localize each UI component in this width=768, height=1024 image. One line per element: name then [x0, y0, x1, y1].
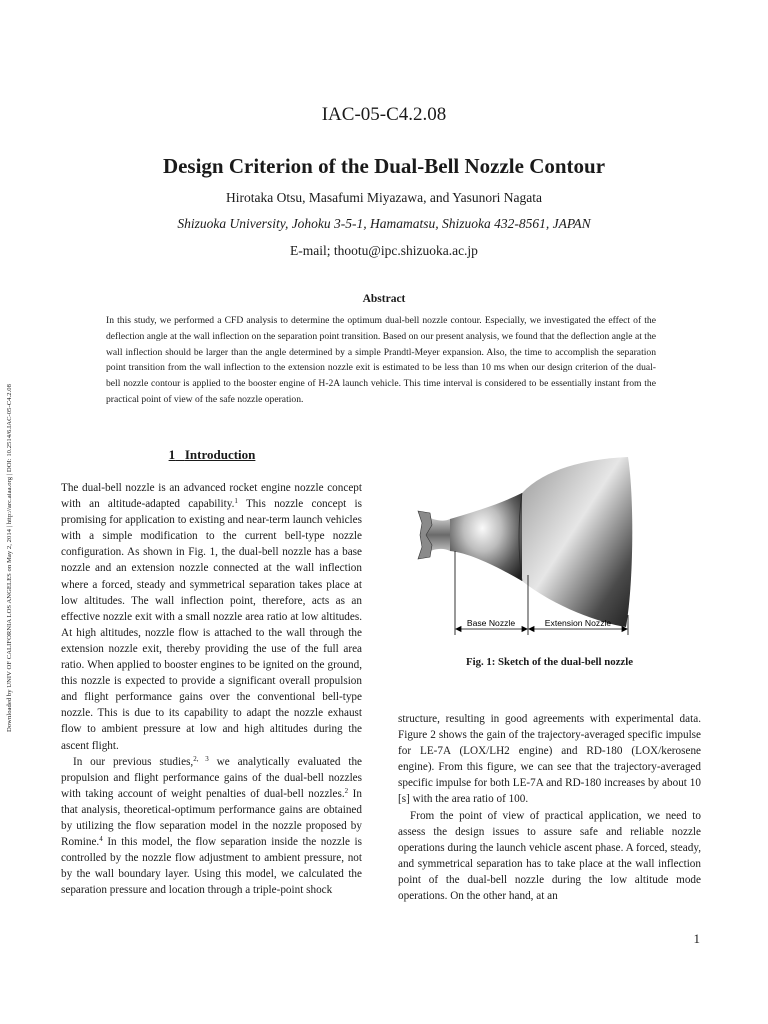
text-span: The dual-bell nozzle is an advanced rocket engine nozzle concept with an altitude-adapted capability.	[61, 482, 362, 511]
affiliation: Shizuoka University, Johoku 3-5-1, Hamamatsu, Shizuoka 432-8561, JAPAN	[177, 216, 591, 231]
abstract-text: In this study, we performed a CFD analysis to determine the optimum dual-bell nozzle contour. Especially, we investigated the effect of the deflection angle at the wall inflection on the separation point transition. Based on our present analysis, we found that the deflection angle at the wall inflection should be larger than the angle determined by a simple Prandtl-Meyer expansion. Also, the time to accomplish the separation point transition from the wall inflection to the extension nozzle exit is estimated to be less than 10 ms when our design criterion of the dual-bell nozzle contour is applied to the booster engine of H-2A launch vehicle. This time interval is considered to be essentially instant from the practical point of view of the safe nozzle operation.	[106, 315, 656, 405]
author-list: Hirotaka Otsu, Masafumi Miyazawa, and Yasunori Nagata	[225, 190, 543, 205]
right-column	[398, 711, 701, 904]
section-heading-underline	[169, 447, 256, 462]
text-span: In that analysis, theoretical-optimum performance gains are obtained by utilizing the flow separation model in the nozzle proposed by Romine.	[61, 787, 362, 849]
citation-ref: 1	[234, 497, 238, 506]
intro-paragraph-1	[61, 480, 362, 754]
text-span: we analytically evaluated the propulsion and flight performance gains of the dual-bell nozzles with taking account of weight penalties of dual-bell nozzles.	[61, 755, 362, 800]
citation-ref: 4	[99, 835, 103, 844]
download-note: Downloaded by UNIV OF CALIFORNIA LOS ANGELES on May 2, 2014 | http://arc.aiaa.org | DOI: 10.2514/6.IAC-05-C4.2.08	[6, 384, 13, 732]
citation-ref: 2	[344, 786, 349, 795]
citation-ref: 2, 3	[193, 754, 209, 763]
nozzle-illustration	[418, 457, 632, 627]
contact-email: E-mail; thootu@ipc.shizuoka.ac.jp	[290, 243, 478, 258]
intro-paragraph-2	[61, 754, 362, 899]
text-span: In our previous studies,	[73, 755, 194, 768]
figure-caption: Fig. 1: Sketch of the dual-bell nozzle	[465, 656, 634, 668]
extension-bell	[522, 457, 632, 627]
base-bell	[450, 493, 522, 581]
text-span: This nozzle concept is promising for application to existing and near-term launch vehicles with a simple modification to the current bell-type nozzle configuration. As shown in Fig. 1, the dual-bell nozzle has a base nozzle and an extension nozzle connected at the wall inflection where a forced, steady and symmetrical separation takes place at low altitudes. The wall inflection point, therefore, acts as an effective nozzle exit with a small nozzle area ratio at low altitudes. At high altitudes, nozzle flow is attached to the wall through the extension nozzle exit, thereby providing the use of the full area ratio. When applied to booster engines to be ignited on the ground, this nozzle is expected to provide a significant overall propulsion and flight performance gains over the conventional bell-type nozzle. This is due to its capability to adapt the nozzle exhaust flow to ambient pressure at low and high altitudes during the ascent flight.	[61, 498, 362, 752]
body-paragraph-1: structure, resulting in good agreements with experimental data. Figure 2 shows the gain of the trajectory-averaged specific impulse for LE-7A (LOX/LH2 engine) and RD-180 (LOX/kerosene engine). From this figure, we can see that the trajectory-averaged specific impulse for both LE-7A and RD-180 increases by about 10 [s] with the area ratio of 100.	[398, 713, 701, 806]
body-paragraph-2: From the point of view of practical application, we need to assess the design issues to assure safe and reliable nozzle operations during the launch vehicle ascent phase. A forced, steady, and symmetrical separation has to take place at the wall inflection point of the dual-bell nozzle during the low altitude mode operations. On the other hand, at an	[398, 809, 701, 903]
section-number: 1	[168, 447, 176, 462]
paper-title: Design Criterion of the Dual-Bell Nozzle Contour	[162, 154, 606, 178]
base-nozzle-label: Base Nozzle	[466, 618, 516, 628]
extension-nozzle-label: Extension Nozzle	[544, 618, 612, 628]
abstract-heading: Abstract	[362, 293, 406, 305]
page-number: 1	[693, 931, 700, 946]
left-column	[61, 480, 362, 898]
dual-bell-nozzle-figure	[410, 455, 650, 645]
conference-id: IAC-05-C4.2.08	[321, 104, 447, 125]
text-span: In this model, the flow separation inside the nozzle is controlled by the nozzle flow adjustment to ambient pressure, not by the wall boundary layer. Using this model, we calculated the separation pressure and location through a triple-point shock	[61, 836, 362, 897]
section-title: Introduction	[184, 447, 256, 462]
download-sidebar	[0, 0, 13, 732]
section-heading	[62, 447, 362, 463]
